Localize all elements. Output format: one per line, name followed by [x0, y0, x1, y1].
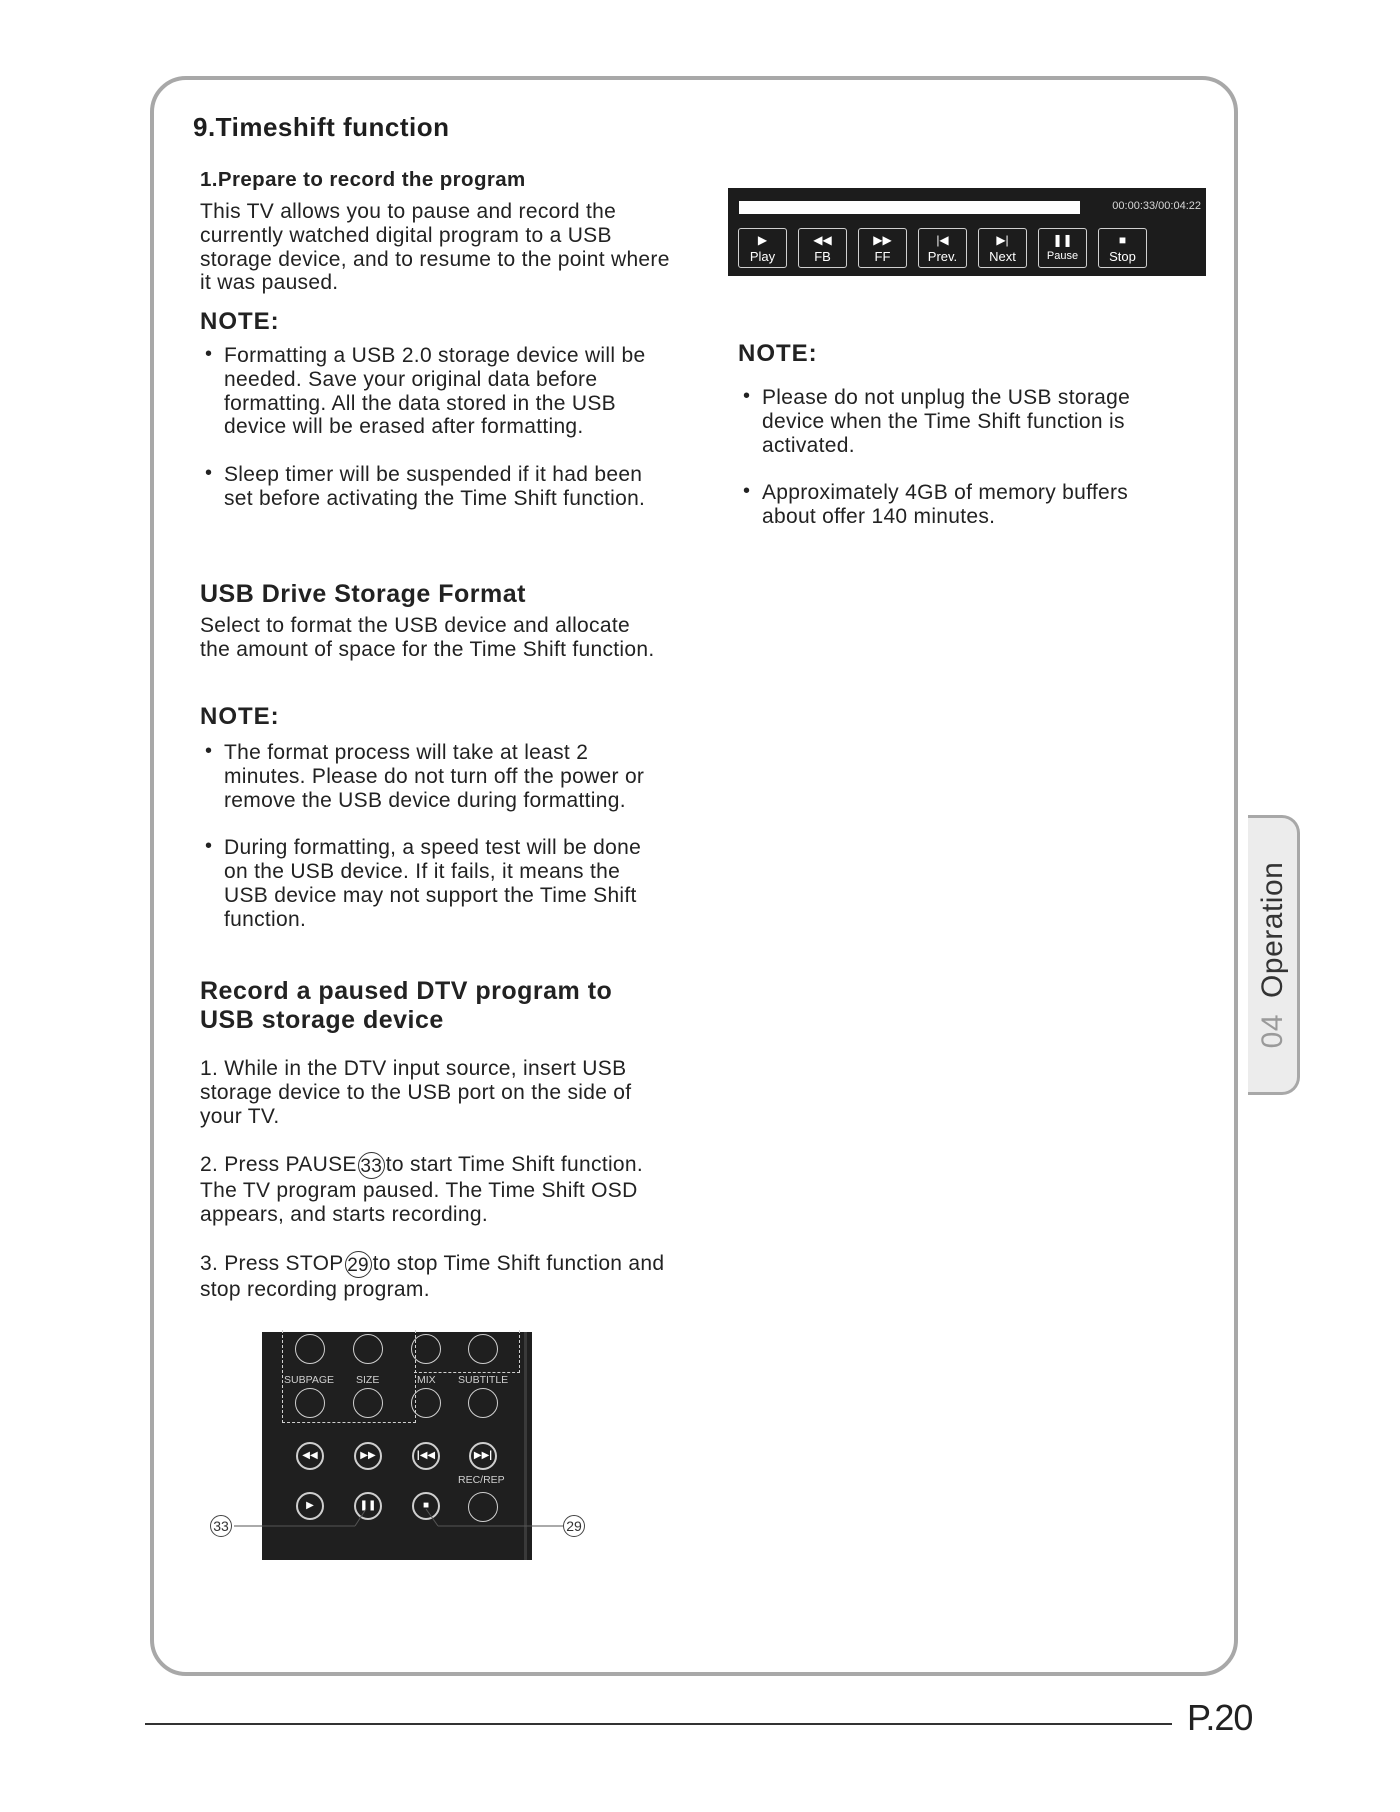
record-heading: Record a paused DTV program to USB storage device [200, 977, 613, 1034]
fast-forward-icon: ▶▶ [873, 233, 892, 247]
section-tab [1248, 815, 1300, 1095]
stop-button-callout: 29 [345, 1251, 372, 1278]
usb-format-section [200, 580, 660, 662]
osd-progress-bar [739, 201, 1080, 214]
play-icon: ▶ [757, 233, 768, 247]
skip-next-icon: ▶| [996, 233, 1009, 247]
osd-ff-label: FF [874, 249, 891, 264]
right-note-bullet-1: • Please do not unplug the USB storage device when the Time Shift function is activated. [738, 386, 1178, 457]
osd-next-button[interactable] [978, 228, 1027, 268]
note1-list [200, 344, 660, 511]
record-step-1: 1. While in the DTV input source, insert USB storage device to the USB port on the side of your TV. [200, 1057, 632, 1128]
usb-format-text: Select to format the USB device and allocate the amount of space for the Time Shift function. [200, 614, 655, 661]
osd-stop-label: Stop [1109, 249, 1136, 264]
osd-fb-label: FB [814, 249, 831, 264]
osd-ff-button[interactable] [858, 228, 907, 268]
fast-forward-button[interactable] [354, 1442, 382, 1470]
subtitle-label: SUBTITLE [458, 1374, 509, 1386]
page-number: P.20 [1187, 1697, 1253, 1738]
fast-forward-icon: ▶▶ [360, 1450, 376, 1461]
osd-pause-label: Pause [1046, 250, 1079, 262]
osd-next-label: Next [989, 249, 1016, 264]
subtitle-button[interactable] [468, 1388, 498, 1418]
skip-next-icon: ▶▶| [473, 1450, 493, 1461]
footer-rule [145, 1723, 1172, 1725]
next-button[interactable] [469, 1442, 497, 1470]
mix-label: MIX [417, 1374, 436, 1386]
remote-button[interactable] [411, 1334, 441, 1364]
note1-heading: NOTE: [200, 308, 280, 335]
osd-play-button[interactable] [738, 228, 787, 268]
pause-icon: ❚❚ [359, 1500, 377, 1511]
note2-list [200, 741, 660, 932]
rec-rep-label: REC/REP [458, 1474, 505, 1486]
mix-button[interactable] [411, 1388, 441, 1418]
note2-bullet-1: • The format process will take at least 2 minutes. Please do not turn off the power or remove the USB device during formatting. [200, 741, 660, 812]
usb-format-heading: USB Drive Storage Format [200, 580, 526, 608]
remote-button[interactable] [295, 1334, 325, 1364]
record-step-3-end: to stop Time Shift function and stop recording program. [200, 1252, 665, 1301]
note2-bullet-2: • During formatting, a speed test will be done on the USB device. If it fails, it means the USB device may not support the Time Shift function. [200, 836, 660, 931]
right-note-heading: NOTE: [738, 340, 818, 367]
osd-prev-button[interactable] [918, 228, 967, 268]
record-step-2 [200, 1152, 670, 1227]
size-button[interactable] [353, 1388, 383, 1418]
osd-time: 00:00:33/00:04:22 [1112, 200, 1201, 212]
note1-bullet-1: • Formatting a USB 2.0 storage device will be needed. Save your original data before formatting. All the data stored in the USB device will be erased after formatting. [200, 344, 660, 439]
callout-lines [200, 1480, 600, 1540]
fast-backward-icon: ◀◀ [813, 233, 832, 247]
osd-pause-button[interactable] [1038, 228, 1087, 268]
note1-section [200, 308, 660, 511]
record-step-2-start: 2. Press PAUSE [200, 1153, 357, 1177]
timeshift-osd [728, 188, 1206, 276]
record-step-3-start: 3. Press STOP [200, 1252, 344, 1276]
page-title: 9.Timeshift function [193, 112, 450, 142]
previous-button[interactable] [412, 1442, 440, 1470]
skip-previous-icon: |◀◀ [416, 1450, 436, 1461]
section-number: 04 [1255, 1013, 1289, 1049]
prepare-text: This TV allows you to pause and record the currently watched digital program to a USB storage device, and to resume to the point where it was paused. [200, 200, 670, 295]
stop-icon: ■ [422, 1500, 430, 1511]
note1-bullet-2: • Sleep timer will be suspended if it had been set before activating the Time Shift function. [200, 463, 660, 511]
pause-icon: ❚❚ [1052, 233, 1073, 247]
right-note-bullet-2: • Approximately 4GB of memory buffers about offer 140 minutes. [738, 481, 1178, 529]
right-note-list [738, 386, 1178, 529]
osd-fb-button[interactable] [798, 228, 847, 268]
osd-stop-button[interactable] [1098, 228, 1147, 268]
pause-button-callout: 33 [358, 1152, 385, 1179]
osd-prev-label: Prev. [927, 249, 958, 264]
callout-29: 29 [563, 1515, 585, 1537]
remote-button[interactable] [468, 1334, 498, 1364]
osd-play-label: Play [749, 249, 776, 264]
remote-button[interactable] [353, 1334, 383, 1364]
record-section [200, 977, 670, 1302]
stop-icon: ■ [1118, 233, 1127, 247]
subpage-label: SUBPAGE [284, 1374, 334, 1386]
play-icon: ▶ [306, 1500, 314, 1511]
record-step-3 [200, 1251, 670, 1302]
right-note-section [738, 340, 1178, 529]
section-label: Operation [1255, 861, 1289, 998]
record-step-2-end: to start Time Shift function. The TV program paused. The Time Shift OSD appears, and starts recording. [200, 1153, 644, 1227]
note2-heading: NOTE: [200, 703, 280, 730]
size-label: SIZE [356, 1374, 380, 1386]
rewind-icon: ◀◀ [302, 1450, 318, 1461]
prepare-heading: 1.Prepare to record the program [200, 168, 526, 191]
skip-previous-icon: |◀ [936, 233, 949, 247]
subpage-button[interactable] [295, 1388, 325, 1418]
rewind-button[interactable] [296, 1442, 324, 1470]
prepare-section [200, 168, 670, 295]
note2-section [200, 703, 660, 932]
callout-33: 33 [210, 1515, 232, 1537]
section-tab-text [1256, 862, 1290, 1049]
